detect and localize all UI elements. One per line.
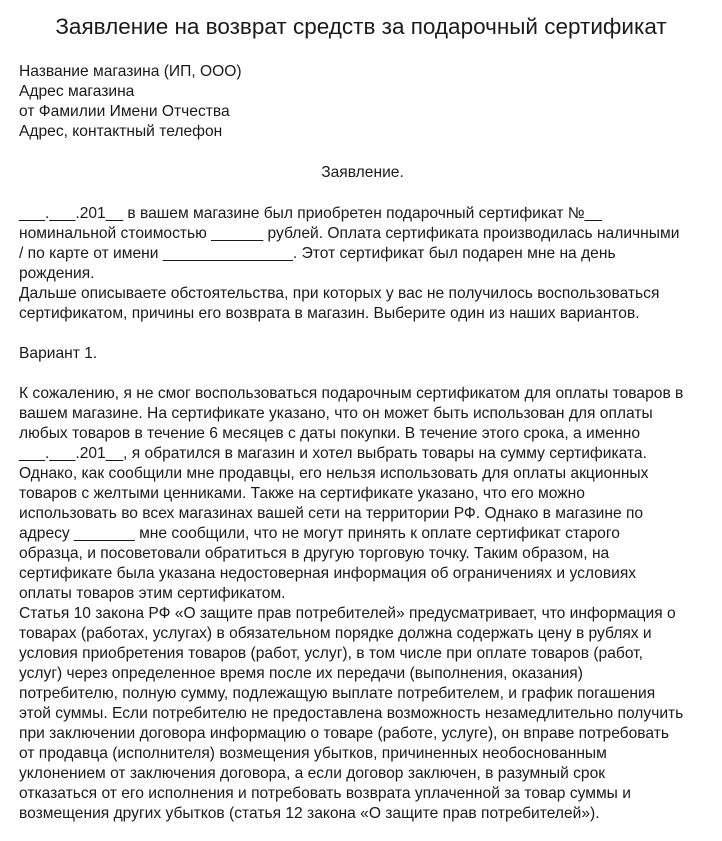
text-line: номинальной стоимостью ______ рублей. Оплата сертификата производилась наличными [19,225,680,242]
variant-body [19,384,706,824]
text-line: уклонением от заключения договора, а если договор заключен, в разумный срок [19,765,606,782]
text-line: возмещения других убытков (статья 12 закона «О защите прав потребителей»). [19,805,600,822]
statement-heading: Заявление. [321,164,404,181]
variant-label: Вариант 1. [19,345,98,362]
addressee-block [19,62,706,142]
text-line: использовать во всех магазинах вашей сети на территории РФ. Однако в магазине по [19,505,644,522]
store-name-line: Название магазина (ИП, ООО) [19,63,242,80]
text-line: потребителю, полную сумму, подлежащую выплате потребителем, и график погашения [19,685,656,702]
text-line: ___.___.201__, я обратился в магазин и хотел выбрать товары на сумму сертификата. [19,445,647,462]
text-line: К сожалению, я не смог воспользоваться подарочным сертификатом для оплаты товаров в [19,385,684,402]
text-line: Однако, как сообщили мне продавцы, его нельзя использовать для оплаты акционных [19,465,649,482]
sender-name-line: от Фамилии Имени Отчества [19,103,230,120]
text-line: товаров с желтыми ценниками. Также на сертификате указано, что его можно [19,485,585,502]
text-line: сертификате была указана недостоверная информация об ограничениях и условиях [19,565,637,582]
store-address-line: Адрес магазина [19,83,135,100]
text-line: ___.___.201__ в вашем магазине был приобретен подарочный сертификат №__ [19,205,602,222]
sender-contacts-line: Адрес, контактный телефон [19,123,223,140]
text-line: товарах (работах, услугах) в обязательном порядке должна содержать цену в рублях и [19,625,652,642]
text-line: любых товаров в течение 6 месяцев с даты покупки. В течение этого срока, а именно [19,425,641,442]
text-line: этой суммы. Если потребителю не предоставлена возможность незамедлительно получить [19,705,684,722]
text-line: при заключении договора информацию о товаре (работе, услуге), он вправе потребовать [19,725,669,742]
text-line: адресу _______ мне сообщили, что не могут принять к оплате сертификат старого [19,525,620,542]
text-line: от продавца (исполнителя) возмещения убытков, причиненных необоснованным [19,745,607,762]
text-line: сертификатом, причины его возврата в магазин. Выберите один из наших вариантов. [19,305,640,322]
text-line: Дальше описываете обстоятельства, при которых у вас не получилось воспользоваться [19,285,660,302]
text-line: рождения. [19,265,95,282]
text-line: вашем магазине. На сертификате указано, что он может быть использован для оплаты [19,405,653,422]
text-line: оплаты товаров этим сертификатом. [19,585,286,602]
intro-paragraph [19,204,706,324]
text-line: образца, и посоветовали обратиться в другую торговую точку. Таким образом, на [19,545,610,562]
document-title: Заявление на возврат средств за подарочный сертификат [55,14,667,39]
text-line: / по карте от имени _______________. Этот сертификат был подарен мне на день [19,245,616,262]
text-line: услуг) через определенное время после их передачи (выполнения, оказания) [19,665,583,682]
text-line: условия приобретения товаров (работ, услуг), в том числе при оплате товаров (работ, [19,645,643,662]
text-line: отказаться от его исполнения и потребовать возврата уплаченной за товар суммы и [19,785,631,802]
text-line: Статья 10 закона РФ «О защите прав потребителей» предусматривает, что информация о [19,605,676,622]
